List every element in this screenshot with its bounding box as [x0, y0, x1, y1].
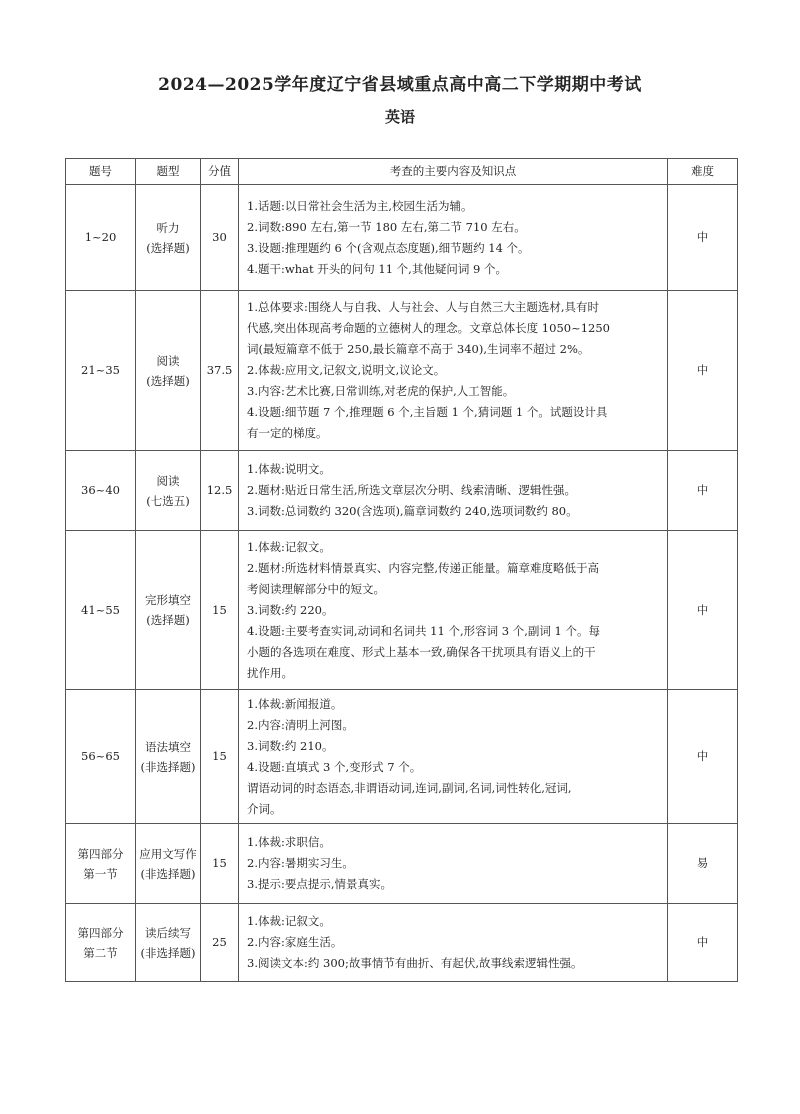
cell-score: 15	[201, 531, 239, 690]
table-row	[66, 690, 738, 824]
content-line: 3.内容:艺术比赛,日常训练,对老虎的保护,人工智能。	[247, 384, 515, 398]
cell-difficulty: 中	[668, 690, 738, 824]
content-line: 4.设题:细节题 7 个,推理题 6 个,主旨题 1 个,猜词题 1 个。试题设计具	[247, 405, 608, 419]
question-section: 第二节	[83, 945, 118, 960]
cell-question-num: 36~40	[66, 451, 136, 531]
cell-content	[239, 824, 668, 904]
content-line: 2.内容:清明上河图。	[247, 717, 354, 732]
question-type-name: 语法填空	[145, 739, 191, 754]
content-line: 3.阅读文本:约 300;故事情节有曲折、有起伏,故事线索逻辑性强。	[247, 956, 583, 970]
table-row	[66, 904, 738, 982]
cell-difficulty: 中	[668, 291, 738, 451]
cell-content	[239, 904, 668, 982]
table-row	[66, 291, 738, 451]
content-line: 3.设题:推理题约 6 个(含观点态度题),细节题约 14 个。	[247, 240, 530, 255]
cell-score: 30	[201, 185, 239, 291]
cell-difficulty: 中	[668, 451, 738, 531]
cell-difficulty: 中	[668, 185, 738, 291]
column-header-content: 考查的主要内容及知识点	[239, 159, 668, 185]
question-section: 第一节	[83, 866, 118, 881]
content-line: 2.内容:暑期实习生。	[247, 856, 354, 870]
content-line: 1.体裁:求职信。	[247, 835, 331, 849]
content-line: 4.设题:主要考查实词,动词和名词共 11 个,形容词 3 个,副词 1 个。每	[247, 623, 601, 638]
content-line: 2.题材:所选材料情景真实、内容完整,传递正能量。篇章难度略低于高	[247, 560, 599, 575]
question-type-format: (七选五)	[146, 493, 190, 508]
cell-content	[239, 690, 668, 824]
content-line: 扰作用。	[247, 665, 293, 680]
content-line: 有一定的梯度。	[247, 426, 328, 440]
column-header-score: 分值	[201, 159, 239, 185]
question-part: 第四部分	[77, 846, 124, 861]
subject-title: 英语	[384, 108, 415, 126]
exam-spec-table	[65, 158, 738, 982]
question-type-name: 读后续写	[145, 925, 191, 940]
content-line: 2.体裁:应用文,记叙文,说明文,议论文。	[247, 363, 446, 377]
content-line: 小题的各选项在难度、形式上基本一致,确保各干扰项具有语义上的干	[247, 644, 596, 659]
cell-difficulty: 中	[668, 531, 738, 690]
question-type-format: (选择题)	[146, 373, 190, 388]
cell-content	[239, 451, 668, 531]
content-line: 1.体裁:记叙文。	[247, 914, 331, 928]
question-part: 第四部分	[77, 925, 124, 940]
cell-question-type	[136, 451, 201, 531]
cell-content	[239, 291, 668, 451]
content-line: 2.题材:贴近日常生活,所选文章层次分明、线索清晰、逻辑性强。	[247, 483, 576, 497]
document-title: 2024—2025学年度辽宁省县域重点高中高二下学期期中考试	[158, 75, 642, 95]
table-header-row	[66, 159, 738, 185]
cell-difficulty: 中	[668, 904, 738, 982]
question-type-format: (选择题)	[146, 240, 190, 255]
column-header-type: 题型	[136, 159, 201, 185]
content-line: 4.题干:what 开头的问句 11 个,其他疑问词 9 个。	[247, 261, 507, 276]
question-type-format: (非选择题)	[140, 759, 196, 774]
question-type-name: 应用文写作	[139, 846, 197, 861]
content-line: 3.词数:约 210。	[247, 738, 334, 753]
content-line: 1.体裁:说明文。	[247, 462, 331, 476]
content-line: 考阅读理解部分中的短文。	[247, 581, 385, 596]
table-body	[66, 185, 738, 982]
content-line: 2.词数:890 左右,第一节 180 左右,第二节 710 左右。	[247, 219, 526, 234]
table-row	[66, 451, 738, 531]
table-row	[66, 185, 738, 291]
cell-question-type	[136, 531, 201, 690]
cell-question-type	[136, 690, 201, 824]
cell-score: 12.5	[201, 451, 239, 531]
cell-question-num: 56~65	[66, 690, 136, 824]
content-line: 3.词数:约 220。	[247, 602, 334, 617]
content-line: 词(最短篇章不低于 250,最长篇章不高于 340),生词率不超过 2%。	[247, 342, 590, 356]
content-line: 2.内容:家庭生活。	[247, 935, 343, 949]
content-line: 1.话题:以日常社会生活为主,校园生活为辅。	[247, 198, 473, 213]
cell-question-type	[136, 904, 201, 982]
question-type-name: 听力	[156, 220, 180, 235]
question-type-format: (非选择题)	[140, 945, 196, 960]
table-row	[66, 824, 738, 904]
content-line: 代感,突出体现高考命题的立德树人的理念。文章总体长度 1050~1250	[247, 321, 610, 335]
cell-question-num: 21~35	[66, 291, 136, 451]
question-type-name: 阅读	[156, 353, 180, 368]
cell-score: 25	[201, 904, 239, 982]
content-line: 谓语动词的时态语态,非谓语动词,连词,副词,名词,词性转化,冠词,	[247, 780, 572, 795]
cell-score: 37.5	[201, 291, 239, 451]
content-line: 介词。	[247, 801, 282, 816]
question-type-format: (非选择题)	[140, 866, 196, 881]
content-line: 1.体裁:记叙文。	[247, 539, 331, 554]
cell-question-num: 41~55	[66, 531, 136, 690]
content-line: 3.词数:总词数约 320(含选项),篇章词数约 240,选项词数约 80。	[247, 504, 578, 518]
cell-question-type	[136, 291, 201, 451]
cell-question-num	[66, 824, 136, 904]
cell-difficulty: 易	[668, 824, 738, 904]
cell-question-type	[136, 185, 201, 291]
content-line: 4.设题:直填式 3 个,变形式 7 个。	[247, 759, 422, 774]
content-line: 3.提示:要点提示,情景真实。	[247, 877, 393, 891]
content-line: 1.总体要求:围绕人与自我、人与社会、人与自然三大主题选材,具有时	[247, 300, 599, 314]
cell-content	[239, 185, 668, 291]
cell-score: 15	[201, 690, 239, 824]
cell-question-type	[136, 824, 201, 904]
cell-score: 15	[201, 824, 239, 904]
content-line: 1.体裁:新闻报道。	[247, 696, 343, 711]
question-type-name: 阅读	[156, 473, 180, 488]
cell-question-num	[66, 904, 136, 982]
question-type-name: 完形填空	[145, 593, 191, 607]
column-header-difficulty: 难度	[668, 159, 738, 185]
column-header-num: 题号	[66, 159, 136, 185]
cell-question-num: 1~20	[66, 185, 136, 291]
question-type-format: (选择题)	[146, 613, 190, 627]
cell-content	[239, 531, 668, 690]
table-row	[66, 531, 738, 690]
